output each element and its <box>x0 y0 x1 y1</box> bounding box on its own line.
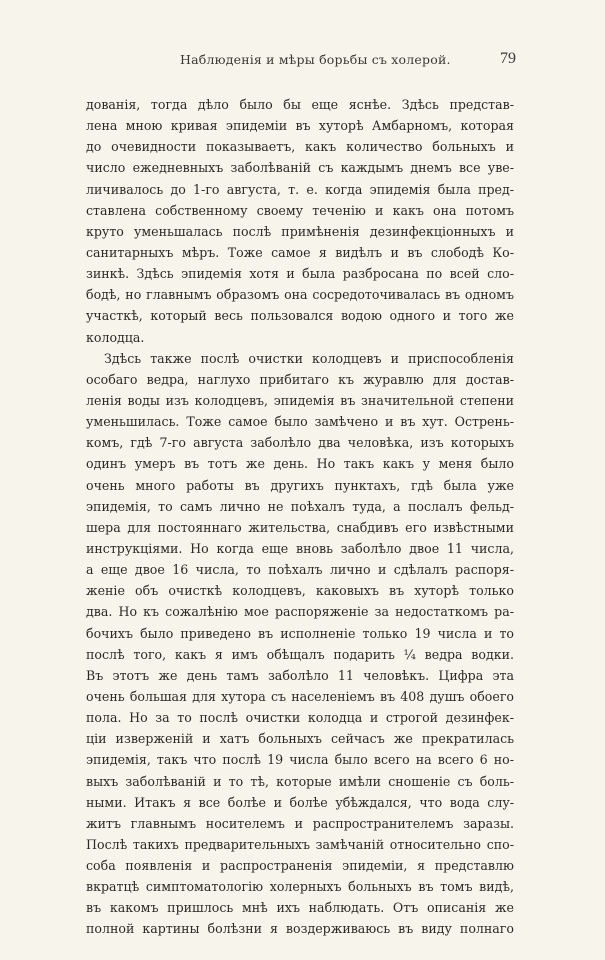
text-line: колодца. <box>86 329 145 345</box>
text-line: санитарныхъ мѣръ. Тоже самое я видѣлъ и въ слободѣ Ко- <box>86 244 514 260</box>
text-line: а еще двое 16 числа, то поѣхалъ лично и сдѣлалъ распоря- <box>86 562 514 578</box>
text-line: одинъ умеръ въ тотъ же день. Но такъ какъ у меня было <box>86 456 514 472</box>
text-line: бочихъ было приведено въ исполненіе только 19 числа и то <box>86 625 514 641</box>
text-line: выхъ заболѣваній и то тѣ, которые имѣли сношеніе съ боль- <box>86 773 514 789</box>
text-line: участкѣ, который весь пользовался водою одного и того же <box>86 308 514 324</box>
text-line: круто уменьшалась послѣ примѣненія дезинфекціонныхъ и <box>86 223 514 239</box>
text-line: лена мною кривая эпидеміи въ хуторѣ Амбарномъ, которая <box>86 118 514 134</box>
text-line: Въ этотъ же день тамъ заболѣло 11 человѣкъ. Цифра эта <box>86 667 514 683</box>
text-line: вкратцѣ симптоматологію холерныхъ больныхъ въ томъ видѣ, <box>86 879 514 895</box>
running-title: Наблюденія и мѣры борьбы съ холерой. <box>180 52 451 67</box>
text-line: ленія воды изъ колодцевъ, эпидемія въ значительной степени <box>86 392 514 408</box>
text-line: ными. Итакъ я все болѣе и болѣе убѣждался, что вода слу- <box>86 794 514 810</box>
text-line: житъ главнымъ носителемъ и распространителемъ заразы. <box>86 815 514 831</box>
text-line: ставлена собственному своему теченію и какъ она потомъ <box>86 202 514 218</box>
text-line: соба появленія и распространенія эпидеміи, я представлю <box>86 858 514 874</box>
text-line: полной картины болѣзни я воздерживаюсь въ виду полнаго <box>86 921 514 937</box>
text-line: эпидемія, такъ что послѣ 19 числа было всего на всего 6 но- <box>86 752 514 768</box>
page-number: 79 <box>500 50 516 67</box>
text-line: Послѣ такихъ предварительныхъ замѣчаній относительно спо- <box>86 836 514 852</box>
text-line: въ какомъ пришлось мнѣ ихъ наблюдать. Отъ описанія же <box>86 900 514 916</box>
body-text <box>86 94 514 940</box>
page-header <box>0 52 605 72</box>
text-line: очень много работы въ другихъ пунктахъ, гдѣ была уже <box>86 477 514 493</box>
text-line: пола. Но за то послѣ очистки колодца и строгой дезинфек- <box>86 710 514 726</box>
text-line: особаго ведра, наглухо прибитаго къ журавлю для достав- <box>86 371 514 387</box>
text-line: зинкѣ. Здѣсь эпидемія хотя и была разбросана по всей сло- <box>86 266 514 282</box>
text-line: женіе объ очисткѣ колодцевъ, каковыхъ въ хуторѣ только <box>86 583 514 599</box>
text-line: дованія, тогда дѣло было бы еще яснѣе. Здѣсь представ- <box>86 97 514 112</box>
text-line: ціи изверженій и хатъ больныхъ сейчасъ же прекратилась <box>86 731 514 747</box>
text-line: личивалось до 1-го августа, т. е. когда эпидемія была пред- <box>86 181 514 197</box>
text-line: шера для постояннаго жительства, снабдивъ его извѣстными <box>86 519 514 535</box>
text-line: до очевидности показываетъ, какъ количество больныхъ и <box>86 139 514 155</box>
text-line: бодѣ, но главнымъ образомъ она сосредоточивалась въ одномъ <box>86 287 514 303</box>
text-line: очень большая для хутора съ населеніемъ въ 408 душъ обоего <box>86 688 514 704</box>
text-line: уменьшилась. Тоже самое было замѣчено и въ хут. Острень- <box>86 414 514 430</box>
text-line: послѣ того, какъ я имъ обѣщалъ подарить ¼ ведра водки. <box>86 646 514 662</box>
text-line: Здѣсь также послѣ очистки колодцевъ и приспособленія <box>104 350 514 366</box>
text-line: число ежедневныхъ заболѣваній съ каждымъ днемъ все уве- <box>86 160 514 176</box>
text-line: два. Но къ сожалѣнію мое распоряженіе за недостаткомъ ра- <box>86 604 514 620</box>
text-line: инструкціями. Но когда еще вновь заболѣло двое 11 числа, <box>86 540 514 556</box>
text-line: комъ, гдѣ 7-го августа заболѣло два человѣка, изъ которыхъ <box>86 435 514 451</box>
text-line: эпидемія, то самъ лично не поѣхалъ туда, а послалъ фельд- <box>86 498 514 514</box>
